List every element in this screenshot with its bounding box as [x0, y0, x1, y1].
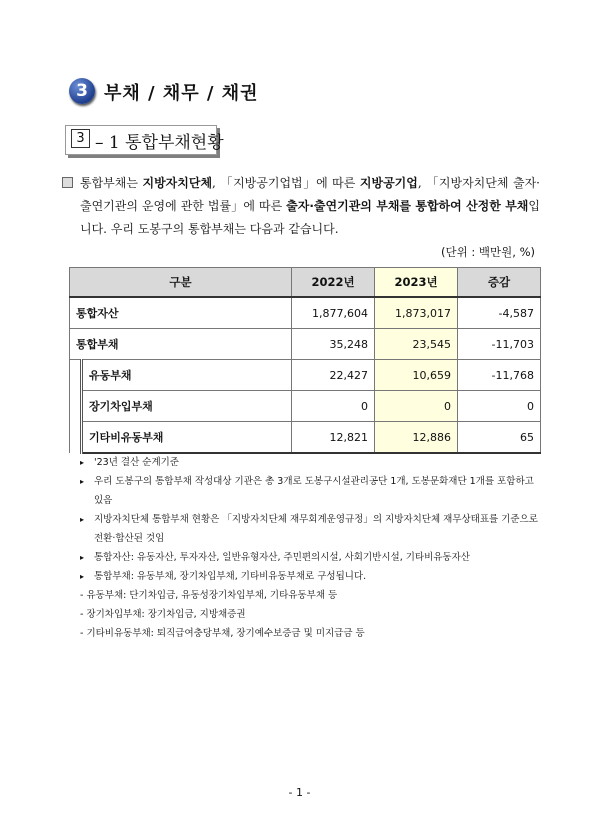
cell-2023: 10,659 — [375, 360, 458, 391]
page-number: - 1 - — [288, 786, 311, 799]
cell-2022: 12,821 — [292, 422, 375, 454]
note-item: ▸ 통합부채: 유동부채, 장기차입부채, 기타비유동부채로 구성됩니다. — [80, 567, 540, 586]
triangle-bullet-icon: ▸ — [80, 572, 85, 581]
cell-2022: 22,427 — [292, 360, 375, 391]
subsection-number: 3 — [71, 129, 90, 148]
section-number-badge: 3 — [69, 78, 95, 104]
subnote-item: - 장기차입부채: 장기차입금, 지방채증권 — [80, 609, 246, 620]
cell-diff: 65 — [458, 422, 541, 454]
col-header: 구분 — [70, 268, 292, 298]
table-row — [70, 329, 541, 360]
cell-2023: 0 — [375, 391, 458, 422]
cell-2022: 1,877,604 — [292, 297, 375, 329]
row-label: 통합부채 — [70, 329, 292, 360]
table-row — [70, 391, 541, 422]
triangle-bullet-icon: ▸ — [80, 477, 85, 486]
subnote-item: - 유동부채: 단기차입금, 유동성장기차입부채, 기타유동부채 등 — [80, 590, 338, 601]
intro-paragraph: 통합부채는 지방자치단체, 「지방공기업법」에 따른 지방공기업, 「지방자치단체 출자·출연기관의 운영에 관한 법률」에 따른 출자·출연기관의 부채를 통합하여 산정한 부채입니다. 우리 도봉구의 통합부채는 다음과 같습니다. — [80, 176, 540, 236]
square-bullet-icon — [62, 177, 73, 188]
debt-table — [69, 267, 541, 454]
triangle-bullet-icon: ▸ — [80, 515, 85, 524]
row-label: 통합자산 — [70, 297, 292, 329]
note-item: ▸ '23년 결산 순계기준 — [80, 453, 540, 472]
section-title: 부채 / 채무 / 채권 — [104, 83, 259, 104]
col-header: 2023년 — [375, 268, 458, 298]
indent-cell — [70, 360, 82, 454]
row-label: 장기차입부채 — [82, 391, 292, 422]
cell-2022: 35,248 — [292, 329, 375, 360]
cell-2022: 0 — [292, 391, 375, 422]
table-row — [70, 297, 541, 329]
triangle-bullet-icon: ▸ — [80, 553, 85, 562]
cell-diff: -11,768 — [458, 360, 541, 391]
note-item: ▸ 통합자산: 유동자산, 투자자산, 일반유형자산, 주민편의시설, 사회기반시설, 기타비유동자산 — [80, 548, 540, 567]
cell-2023: 12,886 — [375, 422, 458, 454]
table-row — [70, 360, 541, 391]
col-header: 증감 — [458, 268, 541, 298]
subsection-title: – 1 통합부채현황 — [95, 133, 224, 153]
cell-diff: 0 — [458, 391, 541, 422]
note-item: ▸ 지방자치단체 통합부채 현황은 「지방자치단체 재무회계운영규정」의 지방자치단체 재무상태표를 기준으로 전환·합산된 것임 — [80, 510, 540, 548]
cell-2023: 23,545 — [375, 329, 458, 360]
cell-2023: 1,873,017 — [375, 297, 458, 329]
triangle-bullet-icon: ▸ — [80, 458, 85, 467]
note-item: ▸ 우리 도봉구의 통합부채 작성대상 기관은 총 3개로 도봉구시설관리공단 1개, 도봉문화재단 1개를 포함하고 있음 — [80, 472, 540, 510]
table-row — [70, 422, 541, 454]
table-header-row — [70, 268, 541, 298]
subnote-item: - 기타비유동부채: 퇴직급여충당부채, 장기예수보증금 및 미지급금 등 — [80, 628, 365, 639]
row-label: 기타비유동부채 — [82, 422, 292, 454]
col-header: 2022년 — [292, 268, 375, 298]
cell-diff: -11,703 — [458, 329, 541, 360]
cell-diff: -4,587 — [458, 297, 541, 329]
notes-list — [80, 453, 540, 643]
unit-label: (단위 : 백만원, %) — [441, 245, 535, 259]
row-label: 유동부채 — [82, 360, 292, 391]
